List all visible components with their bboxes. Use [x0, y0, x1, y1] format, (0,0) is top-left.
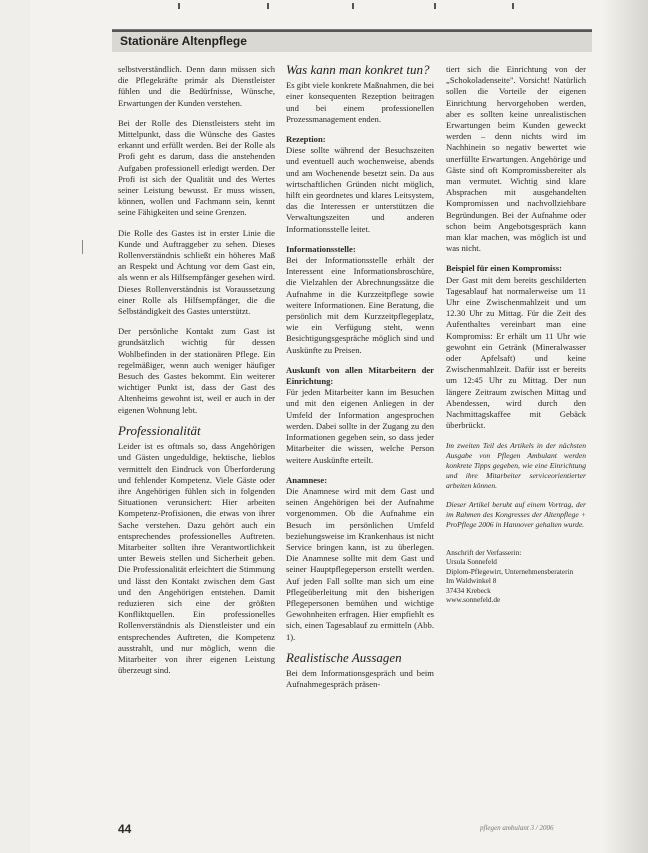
- subheading-beispiel: Beispiel für einen Kompromiss:: [446, 263, 562, 274]
- paragraph: Die Anamnese wird mit dem Gast und seinen Angehörigen bei der Aufnahme vorgenommen. Ob die Aufnahme ein Besuch im persönlichen Umfeld beziehungsweise im Krankenhaus ist nicht Service bringen kann, ist zu überlegen. Die Anamnese sollte mit dem Gast und seiner Hauptpflegeperson erstellt werden. Auf jeden Fall sollte man sich um eine Pflegeüberleitung mit den bisherigen Pflegepersonen bemühen und wichtige Gewohnheiten erfragen. Hier empfiehlt es sich, einen Tagesablauf zu ermitteln (Abb. 1).: [286, 485, 434, 642]
- margin-mark: [82, 240, 83, 254]
- heading-professionalitaet: Professionalität: [118, 422, 201, 438]
- subheading-anamnese: Anamnese:: [286, 474, 328, 485]
- paragraph: Der Gast mit dem bereits geschilderten Tagesablauf hat normalerweise um 11 Uhr eine Zwischenmahlzeit und um 12.30 Uhr zu Mittag. Für die Zeit des Aufenthaltes vereinbart man eine Kompromiss: Er erhält um 11 Uhr wie gewohnt ein Getränk (Mineralwasser oder Apfelsaft) und keine Zwischenmahlzeit. Dafür isst er bereits um 12:45 Uhr zu Mittag. Der nun längere Zeitraum zwischen Mittag und Abendessen, wird durch den Nachmittagskaffee mit Gebäck überbrückt.: [446, 274, 586, 431]
- paragraph: Leider ist es oftmals so, dass Angehörigen und Gästen ungeduldige, hektische, lieblos vermittelt den Eindruck von Überforderung und fehlender Kompetenz. Viele Gäste oder ihre Angehörigen fühlen sich in folgenden Situationen verunsichert: Hier arbeiten Kompetenz-Profisionen, die etwas von ihrer Sache verstehen. Dazu gehört auch ein entsprechendes professionelles Auftreten. Mitarbeiter sollten ihre Verantwortlichkeit unter Beweis stellen und Sicherheit geben. Die Professionalität erleichtert die Stimmung und lässt den Kontakt zwischen dem Gast und den Angehörigen entstehen. Damit reduzieren sich eine der größten Konfliktquellen. Ein professionelles Rollenverständnis als Dienstleister und ein entsprechendes Auftreten, die Kompetenz ausstrahlt, und nur möglich, wenn die Mitarbeiter von ihrer eigenen Leistung überzeugt sind.: [118, 441, 275, 676]
- subheading-rezeption: Rezeption:: [286, 134, 326, 145]
- paragraph: selbstverständlich. Denn dann müssen sich die Pflegekräfte primär als Dienstleister fühlen und die Bedürfnisse, Wünsche, Erwartungen der Kunden verstehen.: [118, 64, 275, 108]
- heading-konkret: Was kann man konkret tun?: [286, 62, 430, 77]
- crop-marks: [0, 3, 648, 9]
- section-header: [112, 30, 592, 52]
- left-gutter: [0, 0, 30, 853]
- subheading-informationsstelle: Informationsstelle:: [286, 243, 356, 254]
- paragraph: Bei dem Informationsgespräch und beim Aufnahmegespräch präsen-: [286, 667, 434, 690]
- column-1: [118, 64, 275, 685]
- contact-org: Diplom-Pflegewirt, Unternehmensberaterin: [446, 566, 574, 576]
- paragraph: Die Rolle des Gastes ist in erster Linie die Kunde und Auftraggeber zu sehen. Dieses Rollenverständnis schließt ein höheres Maß an Respekt und Achtung vor dem Gast ein, als wenn er als Hilfsempfänger gesehen wird. Dieses Rollenverständnis ist Voraussetzung einer Rolle als Hilfsempfänger, die die Selbständigkeit des Gastes unterstützt.: [118, 227, 275, 317]
- author-contact: [446, 548, 586, 605]
- footer-source: pflegen ambulant 3 / 2006: [480, 824, 554, 832]
- page-number: 44: [118, 822, 132, 836]
- column-3: [446, 64, 586, 605]
- paragraph: Bei der Informationsstelle erhält der Interessent eine Informationsbroschüre, die Vielzahlen der Abrechnungssätze die Aufnahme in die Kurzzeitpflege sowie weitere Informationen. Eine Beratung, die persönlich mit dem Kurzzeitpflegeplatz, wie ein Verfügung steht, wenn Besichtigungsgespräche möglich sind und Auskünfte zu Preisen.: [286, 255, 434, 355]
- column-2: [286, 64, 434, 699]
- paragraph: tiert sich die Einrichtung von der „Schokoladenseite". Vorsicht! Natürlich sollen die Vorteile der eigenen Einrichtung hervorgehoben werden, aber es sollten keine unrealistischen Erwartungen beim Kunden geweckt werden – denn nichts wird im Nachhinein so negativ bewertet wie unerfüllte Erwartungen. Angehörige und Gäste sind oft Kompromissbereiter als man vermutet. Wichtig sind klare Absprachen mit ausgehandelten Kompromissen und nachvollziehbare Begründungen. Bei der Aufnahme oder schon beim Angebotsgespräch kann man klar machen, was möglich ist und was nicht.: [446, 64, 586, 254]
- heading-realistische-aussagen: Realistische Aussagen: [286, 649, 402, 665]
- subheading-auskunft: Auskunft von allen Mitarbeitern der Einrichtung:: [286, 364, 434, 387]
- paragraph: Bei der Rolle des Dienstleisters steht im Mittelpunkt, dass die Wünsche des Gastes erkannt und erfüllt werden. Bei der Rolle als Profi geht es darum, dass die anstehenden Aufgaben professionell erledigt werden. Der Profi ist sich der Qualität und des Wertes seiner Leistung bewusst. Er muss wissen, können, wollen und Fachmann sein, kennt seine Fähigkeiten und seine Grenzen.: [118, 117, 275, 218]
- contact-web: www.sonnefeld.de: [446, 595, 501, 604]
- article-source-note: Dieser Artikel beruht auf einem Vortrag, der im Rahmen des Kongresses der Altenpflege + ProPflege 2006 in Hannover gehalten wurde.: [446, 499, 586, 529]
- paragraph: Für jeden Mitarbeiter kann im Besuchen und mit den eigenen Anliegen in der Umfeld der Information angesprochen werden. Dabei sollte in der Zugang zu den Informationen gegeben sein, so dass jeder Mitarbeiter die wissen, welche Person weitere Auskünfte erteilt.: [286, 387, 434, 465]
- paragraph: Diese sollte während der Besuchszeiten und eventuell auch wochenweise, abends und am Wochenende besetzt sein. Da aus wirtschaftlichen Gründen nicht möglich, hilft ein geordnetes und klares Leitsystem, das die Interessen er unterstützen die Verwaltungszeiten und anderen Informationsstelle leitet.: [286, 145, 434, 234]
- article-note: Im zweiten Teil des Artikels in der nächsten Ausgabe von Pflegen Ambulant werden konkrete Tipps gegeben, wie eine Einrichtung und ihre Mitarbeiter serviceorientierter arbeiten können.: [446, 440, 586, 490]
- contact-name: Ursula Sonnefeld: [446, 557, 497, 566]
- paragraph: Es gibt viele konkrete Maßnahmen, die bei einer konsequenten Rezeption beitragen und bei einem professionellen Prozessmanagement enden.: [286, 80, 434, 124]
- section-title: Stationäre Altenpflege: [120, 34, 247, 48]
- contact-label: Anschrift der Verfasserin:: [446, 547, 522, 557]
- contact-street: Im Waldwinkel 8: [446, 576, 497, 585]
- contact-city: 37434 Krebeck: [446, 585, 491, 595]
- page-shadow: [602, 0, 648, 853]
- paragraph: Der persönliche Kontakt zum Gast ist grundsätzlich wichtig für dessen Wohlbefinden in der stationären Pflege. Ein regelmäßiger, wenn auch weniger häufiger Besuch des Gastes bekommt. Ein weiterer wichtiger Punkt ist, dass der Gast des Altenheims gewohnt ist, weil er auch in der eigenen Wohnung lebt.: [118, 326, 275, 415]
